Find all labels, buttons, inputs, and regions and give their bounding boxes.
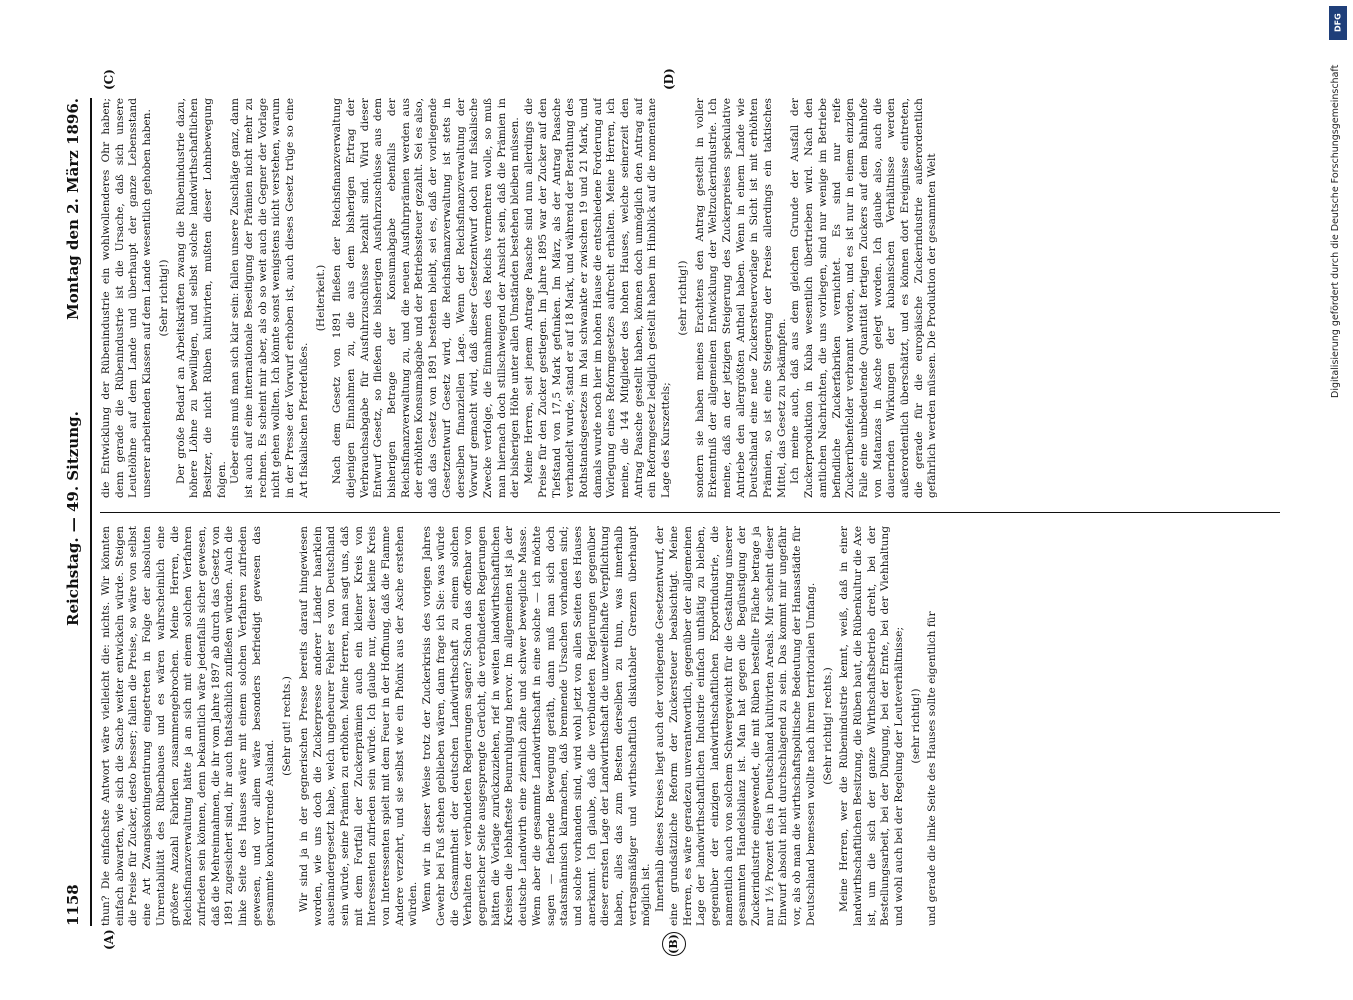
interjection: (sehr richtig!) xyxy=(676,260,689,336)
right-column xyxy=(100,98,1286,498)
column-divider xyxy=(100,512,1280,513)
interjection: (Sehr gut! rechts.) xyxy=(281,676,294,776)
session-title: Reichstag. — 49. Sitzung. xyxy=(64,411,82,626)
interjection: (Sehr richtig! rechts.) xyxy=(821,667,834,785)
paragraph: Ueber eins muß man sich klar sein: fallen unsere Zuschläge ganz, dann ist auch auf eine internationale Beseitigung der Prämien nicht mehr zu rechnen. Es scheint mir aber, als ob so weit auch die Gegner der Vorlage nicht gehen wollten. Ich könnte sonst wenigstens nicht verstehen, warum in der Presse der Vorwurf erhoben ist, auch dieses Gesetz trüge so eine Art fiskalischen Pferdefußes. xyxy=(229,98,310,498)
left-column xyxy=(100,526,1286,926)
paragraph: Wir sind ja in der gegnerischen Presse bereits darauf hingewiesen worden, wie uns doch die Zuckerpresse anderer Länder haarklein auseinandergesetzt habe, welch ungeheurer Fehler es von Deutschland sein würde, seine Prämien zu erhöhen. Meine Herren, man sagt uns, daß mit dem Fortfall der Zuckerprämien auch ein kleiner Kreis von Interessenten zufrieden sein würde. Ich glaube nur, dieser kleine Kreis von Interessenten spielt mit dem Feuer in der Hoffnung, daß die Flamme Andere verzehrt, und sie selbst wie ein Phönix aus der Asche erstehen würden. xyxy=(297,526,420,926)
paragraph: Meine Herren, seit jenem Antrage Paasche sind nun allerdings die Preise für den Zucker gestiegen. Im Jahre 1895 war der Zucker auf den Tiefstand von 17,5 Mark gefunken. Im März, als der Antrag Paasche verhandelt wurde, stand er auf 18 Mark, und während der Berathung des Rothstandsgesetzes im Mai schwankte er zwischen 19 und 21 Mark, und damals wurde noch hier im hohen Hause die entschiedene Forderung auf Vorlegung eines Reformgesetzes aufrecht erhalten. Meine Herren, ich meine, die 144 Mitglieder des hohen Hauses, welche seinerzeit den Antrag Paasche gestellt haben, können doch unmöglich den Antrag auf ein Reformgesetz lediglich gestellt haben im Hinblick auf die momentane Lage des Kurszettels; xyxy=(523,98,673,498)
digitization-sidebar xyxy=(1327,0,1353,1000)
paragraph: thun? Die einfachste Antwort wäre vielleicht die: nichts. Wir könnten einfach abwarten, wie sich die Sache weiter entwickeln würde. Steigen die Preise für Zucker, desto besser; fallen die Preise, so wäre von selbst eine Art Zwangskontingentirung eingetreten in Folge der absoluten Unrentabilität des Rübenbaues und es wären wahrscheinlich eine größere Anzahl Fabriken zusammengebrochen. Meine Herren, die Reichsfinanzverwaltung hätte ja an sich mit einem solchen Verfahren zufrieden sein können, denn bekanntlich wäre jedenfalls sicher gewesen, daß die Mehreinnahmen, die ihr vom Jahre 1897 ab durch das Gesetz von 1891 zugesichert sind, ihr auch thatsächlich zufließen würden. Auch die linke Seite des Hauses wäre mit einem solchen Verfahren zufrieden gewesen, und vor allem wäre besonders befriedigt gewesen das gesammte konkurrirende Ausland. xyxy=(100,526,277,926)
margin-marker-b: (B) xyxy=(662,932,686,956)
interjection: (Heiterkeit.) xyxy=(314,264,327,332)
page-number: 1158 xyxy=(64,884,82,926)
paragraph: sondern sie haben meines Erachtens den Antrag gestellt in voller Erkenntniß der allgemeinen Entwicklung der Weltzuckerindustrie. Ich meine, daß an der jetzigen Steigerung des Zuckerpreises spekulative Antriebe den allergrößten Antheil haben. Wenn in einem Lande wie Deutschland eine neue Zuckersteuervorlage in Sicht ist mit erhöhten Prämien, so ist eine Steigerung der Preise allerdings ein taktisches Mittel, das Gesetz zu bekämpfen. xyxy=(693,98,788,498)
dfg-logo-icon: DFG xyxy=(1329,6,1347,40)
paragraph: Innerhalb dieses Kreises liegt auch der vorliegende Gesetzentwurf, der eine grundsätzliche Reform der Zuckersteuer beabsichtigt. Meine Herren, es wäre geradezu unverantwortlich, gegenüber der allgemeinen Lage der landwirthschaftlichen Industrie einfach unthätig zu bleiben, gegenüber der einzigen landwirthschaftlichen Exportindustrie, die namentlich auch von solchem Schwergewicht für die Gestaltung unserer gesammten Handelsbilanz ist. Man hat gegen die Begünstigung der Zuckerindustrie eingewendet, die mit Rüben bestellte Fläche betrage ja nur 1½ Prozent des in Deutschland kultivirten Areals. Mir scheint dieser Einwurf absolut nicht durchschlagend zu sein. Das kommt mir ungefähr vor, als ob man die wirthschaftspolitische Bedeutung der Hansastädte für Deutschland bemessen wollte nach ihrem territorialen Umfang. xyxy=(654,526,817,926)
margin-marker-a: (A) xyxy=(102,929,116,950)
session-date: Montag den 2. März 1896. xyxy=(64,98,82,320)
paragraph: Wenn wir in dieser Weise trotz der Zuckerkrisis des vorigen Jahres Gewehr bei Fuß stehen geblieben wären, dann frage ich Sie: was würde die Gesammtheit der deutschen Landwirthschaft zu einem solchen Verhalten der verbündeten Regierungen sagen? Schon das offenbar von gegnerischer Seite ausgesprengte Gerücht, die verbündeten Regierungen hätten die Vorlage zurückzuziehen, rief in weiten landwirthschaftlichen Kreisen die lebhafteste Beunruhigung hervor. Im allgemeinen ist ja der deutsche Landwirth eine ziemlich zähe und schwer bewegliche Masse. Wenn aber die gesammte Landwirthschaft in eine solche — ich möchte sagen — fiebernde Bewegung geräth, dann muß man sich doch staatsmännisch klarmachen, daß brennende Ursachen vorhanden sind; und solche vorhanden sind, wird wohl jetzt von allen Seiten des Hauses anerkannt. Ich glaube, daß die verbündeten Regierungen gegenüber dieser ernsten Lage der Landwirthschaft die unzweifelhafte Verpflichtung haben, alles das zum Besten derselben zu thun, was innerhalb vertragsmäßiger und wirthschaftlich diskutabler Grenzen überhaupt möglich ist. xyxy=(421,526,653,926)
paragraph: Der große Bedarf an Arbeitskräften zwang die Rübenindustrie dazu, höhere Löhne zu bewilligen, und selbst solche landwirthschaftlichen Besitzer, die nicht Rüben kultivirten, mußten dieser Lohnbewegung folgen. xyxy=(174,98,228,498)
funding-note: Digitalisierung gefördert durch die Deutsche Forschungsgemeinschaft xyxy=(1330,64,1341,398)
interjection: (sehr richtig!) xyxy=(909,688,922,764)
page-content xyxy=(62,68,1290,954)
paragraph: Ich meine auch, daß aus dem gleichen Grunde der Ausfall der Zuckerproduktion in Kuba wesentlich übertrieben wird. Nach den amtlichen Nachrichten, die uns vorliegen, sind nur wenige im Betriebe befindliche Zuckerfabriken vernichtet. Es sind nur reife Zuckerrübenfelder verbrannt worden, und es ist nur in einem einzigen Falle eine unbedeutende Quantität fertigen Zuckers auf dem Bahnhofe von Matanzas in Asche gelegt worden. Ich glaube also, auch die dauernden Wirkungen der kubanischen Verhältnisse werden außerordentlich überschätzt, und es können dort Ereignisse eintreten, die gerade für die europäische Zuckerindustrie außerordentlich gefährlich werden müssen. Die Produktion der gesammten Welt xyxy=(789,98,939,498)
header-rule xyxy=(90,98,92,926)
paragraph: und gerade die linke Seite des Hauses sollte eigentlich für xyxy=(926,611,939,926)
margin-marker-d: (D) xyxy=(662,68,676,90)
paragraph: Nach dem Gesetz von 1891 fließen der Reichsfinanzverwaltung diejenigen Einnahmen zu, die aus dem bisherigen Ertrag der Verbrauchsabgabe für Ausfuhrzuschüsse bezahlt sind. Wird dieser Entwurf Gesetz, so fließen die bisherigen Ausfuhrzuschüsse aus dem bisherigen Betrage der Konsumabgabe ebenfalls der Reichsfinanzverwaltung zu, und die neuen Ausfuhrprämien werden aus der erhöhten Konsumabgabe und der Betriebssteuer gezahlt. Sei es also, daß das Gesetz von 1891 bestehen bleibt, sei es, daß der vorliegende Gesetzentwurf Gesetz wird, die Reichsfinanzverwaltung ist stets in derselben finanziellen Lage. Wenn der Reichsfinanzverwaltung der Vorwurf gemacht wird, daß dieser Gesetzentwurf doch nur fiskalische Zwecke verfolge, die Einnahmen des Reichs vermehren wolle, so muß man hiernach doch stillschweigend der Ansicht sein, daß die Prämien in der bisherigen Höhe unter allen Umständen bestehen bleiben müssen. xyxy=(331,98,522,498)
paragraph: Meine Herren, wer die Rübenindustrie kennt, weiß, daß in einer landwirthschaftlichen Besitzung, die Rüben baut, die Rübenkultur die Axe ist, um die sich der ganze Wirthschaftsbetrieb dreht, bei der Bestellungsarbeit, bei der Düngung, bei der Ernte, bei der Viehhaltung und wohl auch bei der Regelung der Leuteverhältnisse; xyxy=(838,526,906,926)
margin-marker-c: (C) xyxy=(102,69,116,90)
interjection: (Sehr richtig!) xyxy=(157,259,170,337)
paragraph: die Entwicklung der Rübenindustrie ein wohlwollenderes Ohr haben; denn gerade die Rübenindustrie ist die Ursache, daß sich unsere Leutelöhne auf dem Lande und überhaupt der ganze Lebensstand unserer arbeitenden Klassen auf dem Lande wesentlich gehoben haben. xyxy=(100,98,154,498)
page-header xyxy=(62,98,88,926)
